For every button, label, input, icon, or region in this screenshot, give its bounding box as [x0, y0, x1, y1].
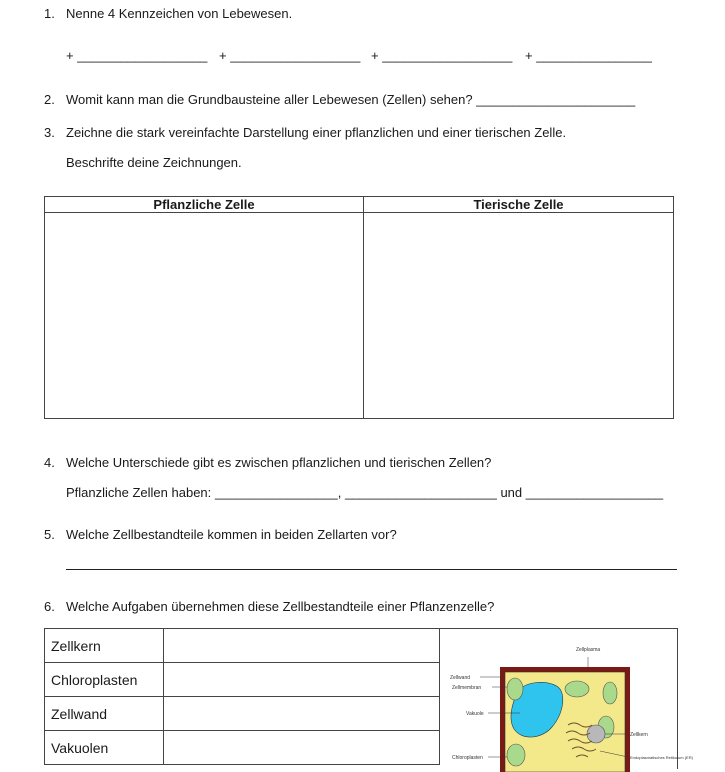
- question-1-number: 1.: [44, 6, 55, 21]
- answer-cell-zellwand[interactable]: [164, 697, 440, 731]
- plant-cell-drawing-area[interactable]: [45, 213, 364, 419]
- question-5-answer-line[interactable]: [66, 569, 677, 570]
- function-table: [44, 628, 440, 765]
- question-2-number: 2.: [44, 92, 55, 107]
- question-5-number: 5.: [44, 527, 55, 542]
- question-3-number: 3.: [44, 125, 55, 140]
- answer-cell-chloroplasten[interactable]: [164, 663, 440, 697]
- header-plant-cell: Pflanzliche Zelle: [45, 197, 364, 213]
- answer-cell-zellkern[interactable]: [164, 629, 440, 663]
- plant-cell-diagram-frame: [440, 628, 693, 769]
- label-vakuole: Vakuole: [466, 711, 484, 717]
- row-label-zellkern: Zellkern: [45, 629, 164, 663]
- label-zellmembran: Zellmembran: [452, 685, 482, 691]
- question-5-text: Welche Zellbestandteile kommen in beiden Zellarten vor?: [66, 527, 397, 542]
- plant-cell-diagram: [440, 629, 693, 769]
- animal-cell-drawing-area[interactable]: [364, 213, 674, 419]
- row-label-vakuolen: Vakuolen: [45, 731, 164, 765]
- chloroplast: [565, 681, 589, 697]
- row-label-chloroplasten: Chloroplasten: [45, 663, 164, 697]
- answer-blank-4[interactable]: + ________________: [525, 48, 652, 63]
- question-3-text: Zeichne die stark vereinfachte Darstellung einer pflanzlichen und einer tierischen Zelle.: [66, 125, 567, 140]
- label-zellplasma: Zellplasma: [576, 647, 601, 653]
- question-4-text: Welche Unterschiede gibt es zwischen pflanzlichen und tierischen Zellen?: [66, 455, 492, 470]
- answer-blank-3[interactable]: + __________________: [371, 48, 513, 63]
- row-label-zellwand: Zellwand: [45, 697, 164, 731]
- answer-blank-1[interactable]: + __________________: [66, 48, 208, 63]
- question-4-number: 4.: [44, 455, 55, 470]
- label-zellkern: Zellkern: [630, 732, 648, 738]
- question-1-text: Nenne 4 Kennzeichen von Lebewesen.: [66, 6, 293, 21]
- question-6-number: 6.: [44, 599, 55, 614]
- table-row: [45, 731, 440, 765]
- label-er: Endoplasmatisches Retikulum (ER): [630, 755, 693, 760]
- question-2-text: Womit kann man die Grundbausteine aller Lebewesen (Zellen) sehen? ______________________: [66, 92, 636, 107]
- table-row: [45, 663, 440, 697]
- chloroplast: [603, 682, 617, 704]
- question-4-subtext[interactable]: Pflanzliche Zellen haben: _________________, _____________________ und ___________________: [66, 485, 664, 500]
- nucleus: [587, 725, 605, 743]
- label-zellwand: Zellwand: [450, 675, 471, 681]
- question-6-text: Welche Aufgaben übernehmen diese Zellbestandteile einer Pflanzenzelle?: [66, 599, 495, 614]
- question-3-subtext: Beschrifte deine Zeichnungen.: [66, 155, 242, 170]
- label-chloroplasten: Chloroplasten: [452, 755, 483, 761]
- answer-cell-vakuolen[interactable]: [164, 731, 440, 765]
- table-row: [45, 629, 440, 663]
- table-row: [45, 697, 440, 731]
- chloroplast: [507, 678, 523, 700]
- chloroplast: [507, 744, 525, 766]
- drawing-table: [44, 196, 674, 419]
- answer-blank-2[interactable]: + __________________: [219, 48, 361, 63]
- header-animal-cell: Tierische Zelle: [364, 197, 674, 213]
